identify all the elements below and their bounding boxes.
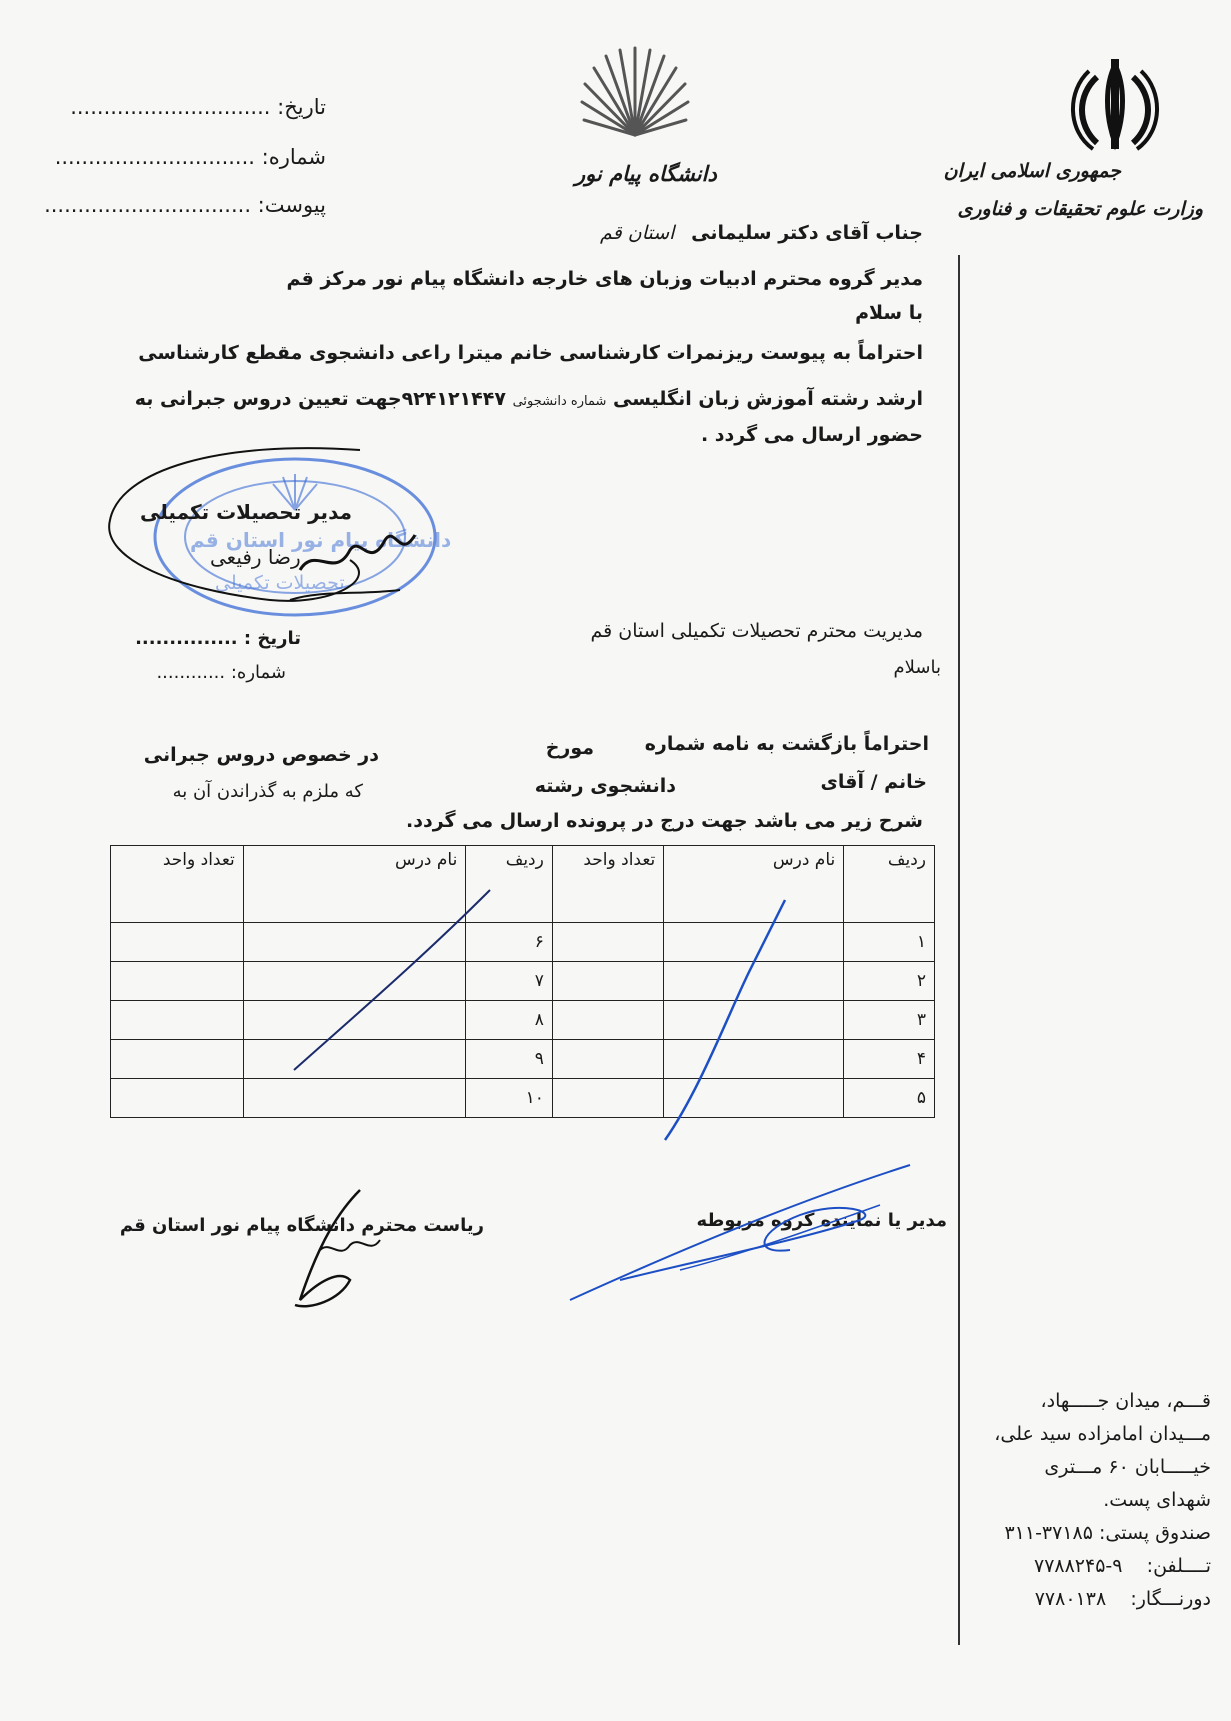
table-cell bbox=[111, 1001, 244, 1040]
address-line4: شهدای پست. bbox=[1103, 1489, 1211, 1511]
table-header-cell: ردیف bbox=[466, 846, 553, 923]
letter1-body-line2-c: ۹۲۴۱۲۱۴۴۷جهت تعیین دروس جبرانی به bbox=[134, 388, 506, 410]
letter2-line2-b: دانشجوی رشته bbox=[534, 775, 676, 797]
letter2-line1-b: مورخ bbox=[545, 737, 594, 759]
letter1-addressee: جناب آقای دکتر سلیمانی bbox=[691, 222, 923, 244]
fax-number: ۷۷۸۰۱۳۸ bbox=[1034, 1588, 1107, 1610]
phone-row bbox=[994, 1550, 1211, 1583]
postal-box: صندوق پستی: ۳۷۱۸۵-۳۱۱ bbox=[1004, 1522, 1211, 1544]
letter2-line2-c: که ملزم به گذراندن آن به bbox=[172, 781, 363, 802]
table-cell: ۷ bbox=[466, 962, 553, 1001]
iran-emblem-icon bbox=[1055, 55, 1175, 155]
address-line1: قـــم، میدان جـــــهاد، bbox=[1040, 1390, 1211, 1412]
letter2-line1-a: احتراماً بازگشت به نامه شماره bbox=[644, 733, 929, 755]
university-province: استان قم bbox=[600, 222, 675, 244]
table-cell: ۹ bbox=[466, 1040, 553, 1079]
table-strike-marks bbox=[290, 870, 870, 1150]
address-block bbox=[994, 1385, 1211, 1616]
stamp-ring-text: دانشگاه پیام نور استان قم bbox=[190, 528, 452, 552]
letter1-body-line3: حضور ارسال می گردد . bbox=[700, 424, 923, 446]
table-header-cell: تعداد واحد bbox=[552, 846, 663, 923]
emblem-line1: جمهوری اسلامی ایران bbox=[943, 160, 1121, 182]
letter1-signature-name: رضا رفیعی bbox=[210, 545, 301, 569]
table-cell bbox=[111, 1040, 244, 1079]
signature-right-label: مدیر یا نماینده گروه مربوطه bbox=[696, 1210, 947, 1231]
table-header-cell: نام درس bbox=[243, 846, 466, 923]
date-field-mid: تاریخ : ............... bbox=[135, 628, 301, 649]
address-line3: خیـــــابان ۶۰ مـــتری bbox=[1044, 1456, 1211, 1478]
handwritten-signature-2 bbox=[280, 1180, 400, 1320]
date-field-top: تاریخ: .............................. bbox=[70, 95, 326, 119]
number-field-mid: شماره: ............ bbox=[156, 662, 286, 683]
table-cell: ۱ bbox=[844, 923, 935, 962]
letter1-signature-title: مدیر تحصیلات تکمیلی bbox=[140, 500, 353, 524]
sidebar-divider bbox=[958, 255, 960, 1645]
table-cell bbox=[111, 1079, 244, 1118]
table-cell bbox=[111, 962, 244, 1001]
fax-label: دورنـــگار: bbox=[1130, 1588, 1211, 1610]
letter2-line3: شرح زیر می باشد جهت درج در پرونده ارسال می گردد. bbox=[406, 810, 923, 832]
table-cell: ۶ bbox=[466, 923, 553, 962]
table-cell bbox=[111, 923, 244, 962]
table-header-cell: تعداد واحد bbox=[111, 846, 244, 923]
table-cell: ۳ bbox=[844, 1001, 935, 1040]
attachment-field-top: پیوست: ............................... bbox=[44, 193, 326, 217]
phone-number: ۹-۷۷۸۸۲۴۵ bbox=[1033, 1555, 1123, 1577]
table-cell: ۲ bbox=[844, 962, 935, 1001]
letter2-line2-a: خانم / آقای bbox=[820, 771, 927, 793]
phone-label: تــــلفن: bbox=[1146, 1555, 1211, 1577]
handwritten-signature-1 bbox=[100, 440, 480, 640]
letter1-body-line2-a: ارشد رشته آموزش زبان انگلیسی bbox=[612, 388, 923, 410]
university-name: دانشگاه پیام نور bbox=[575, 162, 717, 186]
letter1-addressee-role: مدیر گروه محترم ادبیات وزبان های خارجه دانشگاه پیام نور مرکز قم bbox=[286, 268, 923, 290]
letter2-greeting: باسلام bbox=[893, 657, 941, 678]
table-cell: ۵ bbox=[844, 1079, 935, 1118]
table-header-cell: نام درس bbox=[664, 846, 844, 923]
letter2-line1-c: در خصوص دروس جبرانی bbox=[143, 744, 379, 766]
stamp-inner-text: تحصیلات تکمیلی bbox=[215, 572, 345, 594]
letter1-student-id-label: شماره دانشجوئی bbox=[512, 394, 607, 409]
table-cell: ۱۰ bbox=[466, 1079, 553, 1118]
table-cell: ۸ bbox=[466, 1001, 553, 1040]
table-header-cell: ردیف bbox=[844, 846, 935, 923]
number-field-top: شماره: .............................. bbox=[54, 145, 326, 169]
fax-row bbox=[994, 1583, 1211, 1616]
table-cell: ۴ bbox=[844, 1040, 935, 1079]
handwritten-signature-3 bbox=[560, 1160, 930, 1310]
address-line2: مـــیدان امامزاده سید علی، bbox=[994, 1423, 1211, 1445]
university-logo-icon bbox=[580, 40, 690, 140]
signature-left-label: ریاست محترم دانشگاه پیام نور استان قم bbox=[119, 1215, 484, 1236]
letter1-greeting: با سلام bbox=[855, 302, 923, 324]
emblem-line2: وزارت علوم تحقیقات و فناوری bbox=[957, 198, 1203, 220]
letter1-body-line1: احتراماً به پیوست ریزنمرات کارشناسی خانم میترا راعی دانشجوی مقطع کارشناسی bbox=[138, 342, 923, 364]
letter1-body-line2 bbox=[135, 388, 923, 410]
letter2-addressee: مدیریت محترم تحصیلات تکمیلی استان قم bbox=[590, 620, 923, 642]
